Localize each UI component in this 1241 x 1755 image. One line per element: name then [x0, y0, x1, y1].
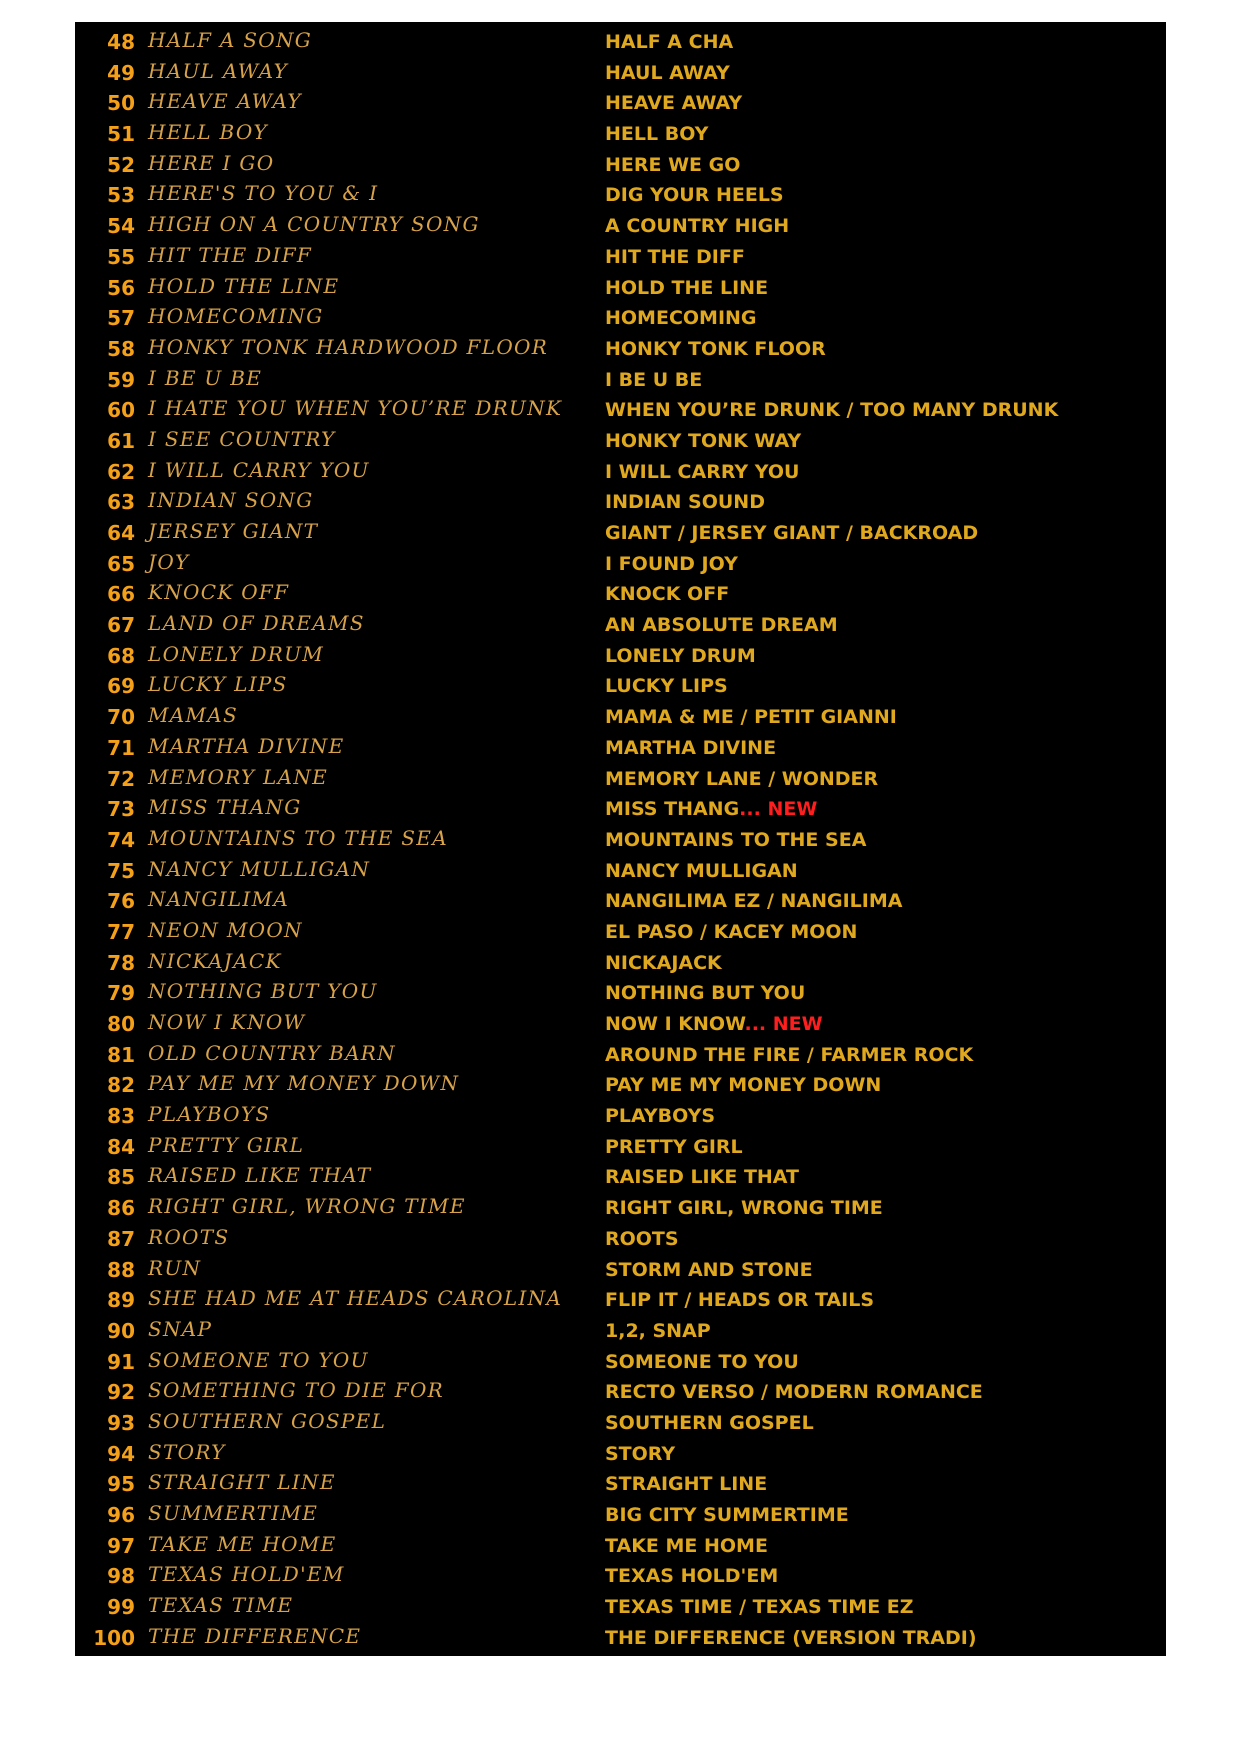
table-row: [75, 1346, 1166, 1377]
dance-title: [605, 29, 733, 55]
dance-title-text: SOUTHERN GOSPEL: [605, 1411, 814, 1434]
row-number: 60: [107, 398, 135, 423]
song-title: MAMAS: [148, 703, 239, 728]
dance-title: [605, 489, 765, 515]
table-row: [75, 1438, 1166, 1469]
dance-title: [605, 121, 708, 147]
row-number: 63: [107, 490, 135, 515]
row-number: 75: [107, 858, 135, 883]
row-number: 89: [107, 1288, 135, 1313]
dance-title: [605, 1441, 675, 1467]
table-row: [75, 1407, 1166, 1438]
dance-title: [605, 244, 745, 270]
dance-title: [605, 1103, 715, 1129]
dance-title-text: MAMA & ME / PETIT GIANNI: [605, 706, 897, 729]
dance-title-text: PLAYBOYS: [605, 1105, 716, 1128]
song-title: STORY: [148, 1439, 226, 1464]
row-number: 84: [107, 1134, 135, 1159]
dance-title: [605, 60, 730, 86]
row-number: 88: [107, 1257, 135, 1282]
dance-title-text: HONKY TONK FLOOR: [605, 337, 826, 360]
dance-title: [605, 980, 805, 1006]
new-badge: ... NEW: [744, 1013, 823, 1035]
table-row: [75, 364, 1166, 395]
dance-title-text: 1,2, SNAP: [605, 1319, 711, 1342]
song-title: KNOCK OFF: [148, 580, 290, 605]
row-number: 72: [107, 766, 135, 791]
dance-title-text: LUCKY LIPS: [605, 675, 728, 698]
row-number: 81: [107, 1042, 135, 1067]
dance-title: [605, 459, 799, 485]
row-number: 67: [107, 613, 135, 638]
row-number: 79: [107, 981, 135, 1006]
dance-title: [605, 551, 738, 577]
dance-title-text: TEXAS TIME / TEXAS TIME EZ: [605, 1596, 914, 1619]
table-row: [75, 1039, 1166, 1070]
dance-title: [605, 520, 978, 546]
dance-title-text: HERE WE GO: [605, 153, 741, 176]
dance-title: [605, 1410, 814, 1436]
dance-title-text: HOMECOMING: [605, 307, 757, 330]
table-row: [75, 118, 1166, 149]
row-number: 85: [107, 1165, 135, 1190]
dance-title-text: INDIAN SOUND: [605, 491, 765, 514]
dance-title-text: NOTHING BUT YOU: [605, 982, 806, 1005]
table-row: [75, 763, 1166, 794]
song-dance-table: [75, 22, 1166, 1656]
dance-title: [605, 612, 838, 638]
dance-title-text: THE DIFFERENCE (VERSION TRADI): [605, 1626, 977, 1649]
dance-title: [605, 367, 702, 393]
song-title: HAUL AWAY: [148, 58, 289, 83]
song-title: NICKAJACK: [148, 948, 282, 973]
song-title: PAY ME MY MONEY DOWN: [148, 1071, 460, 1096]
song-title: HIT THE DIFF: [148, 242, 313, 267]
row-number: 92: [107, 1380, 135, 1405]
dance-title: [605, 919, 857, 945]
dance-title: [605, 1318, 711, 1344]
row-number: 98: [107, 1564, 135, 1589]
dance-title-text: TAKE ME HOME: [605, 1534, 768, 1557]
dance-title: [605, 950, 722, 976]
dance-title: [605, 1471, 767, 1497]
dance-title: [605, 1134, 743, 1160]
row-number: 62: [107, 459, 135, 484]
table-row: [75, 1131, 1166, 1162]
table-row: [75, 670, 1166, 701]
row-number: 51: [107, 122, 135, 147]
table-row: [75, 732, 1166, 763]
dance-title: [605, 1594, 914, 1620]
table-row: [75, 885, 1166, 916]
song-title: I WILL CARRY YOU: [148, 457, 370, 482]
song-title: SNAP: [148, 1316, 213, 1341]
dance-title: [605, 1164, 799, 1190]
row-number: 87: [107, 1226, 135, 1251]
song-title: I BE U BE: [148, 365, 263, 390]
row-number: 95: [107, 1472, 135, 1497]
dance-title: [605, 673, 728, 699]
song-title: HALF A SONG: [148, 28, 313, 52]
dance-title-text: WHEN YOU’RE DRUNK / TOO MANY DRUNK: [605, 399, 1059, 422]
dance-title-text: RIGHT GIRL, WRONG TIME: [605, 1197, 883, 1220]
dance-title: [605, 766, 878, 792]
dance-title-text: MISS THANG: [605, 798, 740, 821]
table-row: [75, 1284, 1166, 1315]
table-row: [75, 977, 1166, 1008]
dance-title-text: I WILL CARRY YOU: [605, 460, 800, 483]
dance-title-text: I FOUND JOY: [605, 552, 738, 575]
table-row: [75, 701, 1166, 732]
row-number: 56: [107, 275, 135, 300]
dance-title: [605, 1625, 977, 1651]
table-row: [75, 333, 1166, 364]
table-row: [75, 210, 1166, 241]
dance-title: [605, 1533, 768, 1559]
song-title: TEXAS TIME: [148, 1593, 294, 1618]
dance-title-text: EL PASO / KACEY MOON: [605, 920, 858, 943]
row-number: 94: [107, 1441, 135, 1466]
song-title: RAISED LIKE THAT: [148, 1163, 372, 1188]
dance-title: [605, 1379, 983, 1405]
table-row: [75, 947, 1166, 978]
table-row: [75, 1223, 1166, 1254]
song-title: NANGILIMA: [148, 887, 290, 912]
dance-title-text: DIG YOUR HEELS: [605, 184, 784, 207]
row-number: 91: [107, 1349, 135, 1374]
dance-title-text: PAY ME MY MONEY DOWN: [605, 1074, 882, 1097]
dance-title: [605, 275, 768, 301]
table-row: [75, 517, 1166, 548]
song-title: HERE'S TO YOU & I: [148, 181, 379, 206]
row-number: 74: [107, 827, 135, 852]
song-title: LUCKY LIPS: [148, 672, 288, 697]
song-title: LONELY DRUM: [148, 641, 325, 666]
dance-title: [605, 888, 902, 914]
song-title: SHE HAD ME AT HEADS CAROLINA: [148, 1286, 563, 1311]
table-row: [75, 272, 1166, 303]
row-number: 68: [107, 643, 135, 668]
table-row: [75, 916, 1166, 947]
song-title: NOW I KNOW: [148, 1010, 306, 1034]
table-row: [75, 1315, 1166, 1346]
dance-title-text: HELL BOY: [605, 123, 709, 146]
song-title: HOLD THE LINE: [148, 273, 340, 298]
dance-title: [605, 1287, 874, 1313]
row-number: 54: [107, 214, 135, 239]
song-title: RUN: [148, 1255, 202, 1280]
song-title: MARTHA DIVINE: [148, 733, 345, 758]
row-number: 71: [107, 735, 135, 760]
song-title: JOY: [148, 549, 190, 574]
song-title: THE DIFFERENCE: [148, 1623, 362, 1648]
table-row: [75, 1560, 1166, 1591]
dance-title-text: STORY: [605, 1442, 676, 1465]
table-row: [75, 179, 1166, 210]
table-row: [75, 1376, 1166, 1407]
song-title: SOUTHERN GOSPEL: [148, 1408, 387, 1433]
dance-title: [605, 796, 817, 822]
song-title: HEAVE AWAY: [148, 89, 302, 114]
song-title: JERSEY GIANT: [148, 519, 319, 543]
dance-title: [605, 1257, 813, 1283]
table-row: [75, 149, 1166, 180]
song-title: TAKE ME HOME: [148, 1531, 337, 1556]
dance-title-text: BIG CITY SUMMERTIME: [605, 1504, 849, 1526]
table-row: [75, 855, 1166, 886]
row-number: 82: [107, 1073, 135, 1098]
dance-title: [605, 735, 776, 761]
row-number: 57: [107, 306, 135, 331]
song-title: SOMEONE TO YOU: [148, 1347, 369, 1372]
row-number: 49: [107, 60, 135, 85]
dance-title: [605, 827, 866, 853]
row-number: 69: [107, 674, 135, 699]
dance-title: [605, 428, 801, 454]
dance-title-text: HIT THE DIFF: [605, 245, 745, 268]
row-number: 76: [107, 889, 135, 914]
dance-title: [605, 643, 756, 669]
table-row: [75, 1591, 1166, 1622]
table-row: [75, 793, 1166, 824]
row-number: 80: [107, 1012, 135, 1036]
song-title: PLAYBOYS: [148, 1102, 271, 1127]
table-row: [75, 640, 1166, 671]
row-number: 65: [107, 551, 135, 576]
table-row: [75, 456, 1166, 487]
row-number: 52: [107, 152, 135, 177]
row-number: 66: [107, 582, 135, 607]
table-row: [75, 1161, 1166, 1192]
song-title: HERE I GO: [148, 150, 275, 175]
row-number: 97: [107, 1533, 135, 1558]
dance-title: [605, 336, 826, 362]
table-row: [75, 1499, 1166, 1530]
row-number: 99: [107, 1595, 135, 1620]
song-title: NANCY MULLIGAN: [148, 856, 371, 881]
dance-title-text: MEMORY LANE / WONDER: [605, 767, 879, 790]
table-row: [75, 394, 1166, 425]
row-number: 86: [107, 1196, 135, 1221]
row-number: 83: [107, 1104, 135, 1129]
song-title: MISS THANG: [148, 795, 302, 820]
dance-title-text: AROUND THE FIRE / FARMER ROCK: [605, 1043, 974, 1066]
dance-title-text: AN ABSOLUTE DREAM: [605, 614, 838, 637]
table-row: [75, 1069, 1166, 1100]
dance-title-text: TEXAS HOLD'EM: [605, 1565, 779, 1588]
dance-title: [605, 152, 740, 178]
song-title: SOMETHING TO DIE FOR: [148, 1378, 445, 1403]
row-number: 59: [107, 367, 135, 392]
song-title: NOTHING BUT YOU: [148, 979, 378, 1004]
row-number: 64: [107, 521, 135, 545]
dance-title: [605, 1349, 799, 1375]
dance-title-text: PRETTY GIRL: [605, 1135, 743, 1158]
song-title: MOUNTAINS TO THE SEA: [148, 825, 448, 850]
row-number: 53: [107, 183, 135, 208]
song-title: MEMORY LANE: [148, 764, 329, 789]
dance-title-text: STORM AND STONE: [605, 1258, 813, 1281]
row-number: 70: [107, 705, 135, 730]
row-number: 55: [107, 244, 135, 269]
dance-title: [605, 704, 897, 730]
song-title: I SEE COUNTRY: [148, 426, 336, 451]
table-rows: [75, 26, 1166, 1652]
table-row: [75, 26, 1166, 57]
dance-title-text: SOMEONE TO YOU: [605, 1350, 799, 1373]
dance-title: [605, 305, 757, 331]
table-row: [75, 1192, 1166, 1223]
row-number: 100: [93, 1625, 135, 1650]
dance-title-text: HALF A CHA: [605, 31, 734, 53]
row-number: 73: [107, 797, 135, 822]
dance-title-text: HOLD THE LINE: [605, 276, 769, 299]
row-number: 48: [107, 30, 135, 54]
row-number: 77: [107, 919, 135, 944]
table-row: [75, 578, 1166, 609]
table-row: [75, 57, 1166, 88]
table-row: [75, 1468, 1166, 1499]
dance-title-text: HAUL AWAY: [605, 61, 730, 84]
table-row: [75, 609, 1166, 640]
dance-title-text: ROOTS: [605, 1227, 679, 1250]
row-number: 78: [107, 950, 135, 975]
table-row: [75, 824, 1166, 855]
dance-title: [605, 213, 789, 239]
table-row: [75, 241, 1166, 272]
song-title: OLD COUNTRY BARN: [148, 1040, 396, 1065]
table-row: [75, 486, 1166, 517]
row-number: 93: [107, 1410, 135, 1435]
row-number: 58: [107, 336, 135, 361]
dance-title-text: MOUNTAINS TO THE SEA: [605, 828, 867, 851]
dance-title: [605, 1195, 883, 1221]
new-badge: ... NEW: [739, 798, 818, 821]
dance-title: [605, 1502, 849, 1528]
song-title: ROOTS: [148, 1224, 230, 1249]
dance-title: [605, 858, 798, 884]
table-row: [75, 548, 1166, 579]
row-number: 96: [107, 1503, 135, 1527]
dance-title: [605, 182, 784, 208]
dance-title: [605, 397, 1058, 423]
table-row: [75, 1254, 1166, 1285]
song-title: HOMECOMING: [148, 304, 324, 329]
dance-title: [605, 1011, 823, 1037]
song-title: PRETTY GIRL: [148, 1132, 305, 1157]
table-row: [75, 1530, 1166, 1561]
dance-title-text: KNOCK OFF: [605, 583, 730, 606]
dance-title-text: GIANT / JERSEY GIANT / BACKROAD: [605, 522, 979, 544]
song-title: I HATE YOU WHEN YOU’RE DRUNK: [148, 396, 563, 421]
dance-title-text: RAISED LIKE THAT: [605, 1166, 799, 1189]
dance-title-text: NANGILIMA EZ / NANGILIMA: [605, 890, 903, 913]
song-title: HONKY TONK HARDWOOD FLOOR: [148, 334, 549, 359]
song-title: LAND OF DREAMS: [148, 611, 365, 636]
song-title: STRAIGHT LINE: [148, 1470, 336, 1495]
song-title: SUMMERTIME: [148, 1501, 319, 1525]
dance-title: [605, 1226, 679, 1252]
dance-title-text: HEAVE AWAY: [605, 92, 743, 115]
dance-title-text: A COUNTRY HIGH: [605, 215, 790, 238]
row-number: 50: [107, 91, 135, 116]
dance-title: [605, 1042, 973, 1068]
dance-title-text: STRAIGHT LINE: [605, 1473, 768, 1496]
song-title: HIGH ON A COUNTRY SONG: [148, 212, 480, 237]
dance-title-text: I BE U BE: [605, 368, 703, 391]
table-row: [75, 425, 1166, 456]
table-row: [75, 1008, 1166, 1039]
table-row: [75, 1100, 1166, 1131]
row-number: 61: [107, 428, 135, 453]
dance-title-text: NANCY MULLIGAN: [605, 859, 798, 882]
table-row: [75, 302, 1166, 333]
dance-title: [605, 1072, 881, 1098]
dance-title-text: MARTHA DIVINE: [605, 736, 777, 759]
table-row: [75, 1622, 1166, 1653]
song-title: INDIAN SONG: [148, 488, 314, 513]
dance-title-text: RECTO VERSO / MODERN ROMANCE: [605, 1381, 983, 1404]
dance-title: [605, 581, 729, 607]
row-number: 90: [107, 1318, 135, 1343]
song-title: NEON MOON: [148, 917, 303, 942]
song-title: TEXAS HOLD'EM: [148, 1562, 345, 1587]
dance-title: [605, 1563, 778, 1589]
song-title: HELL BOY: [148, 120, 269, 145]
dance-title-text: NOW I KNOW: [605, 1013, 745, 1035]
dance-title-text: FLIP IT / HEADS OR TAILS: [605, 1289, 874, 1312]
dance-title-text: LONELY DRUM: [605, 644, 756, 667]
dance-title-text: HONKY TONK WAY: [605, 429, 802, 452]
song-title: RIGHT GIRL, WRONG TIME: [148, 1194, 466, 1219]
dance-title-text: NICKAJACK: [605, 951, 722, 974]
dance-title: [605, 90, 742, 116]
table-row: [75, 87, 1166, 118]
